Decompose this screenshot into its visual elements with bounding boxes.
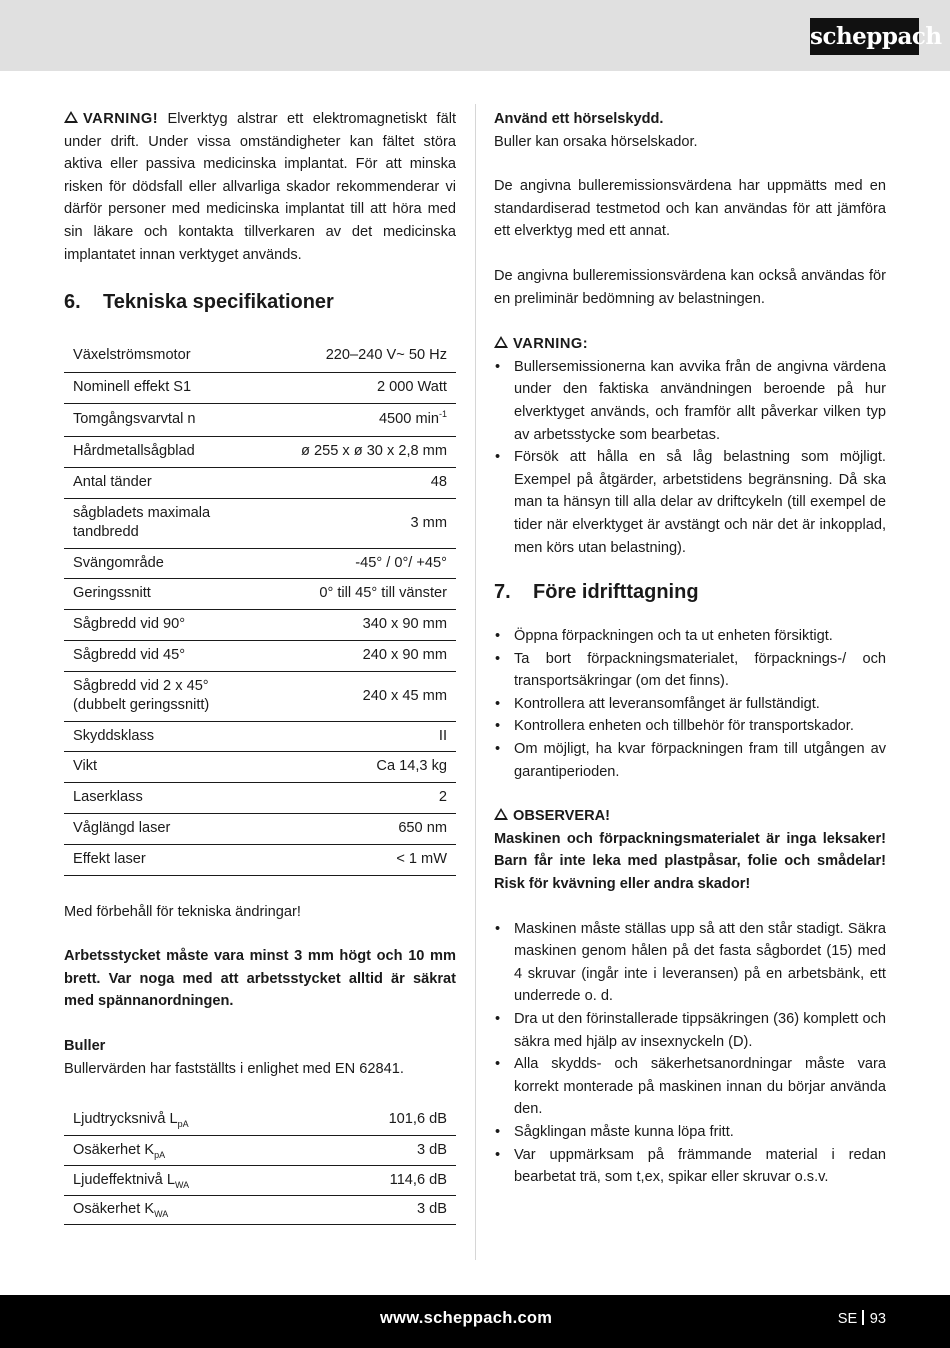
spec-table [64,340,456,876]
warning-triangle-icon [64,111,78,123]
spec-row [64,609,456,640]
noise-value: 3 dB [314,1195,456,1224]
noise-label-subscript: pA [177,1118,189,1129]
spec-value-text: 4500 min [378,411,439,428]
header-band [0,0,950,71]
right-column [494,108,886,1189]
spec-row [64,578,456,609]
spec-label: Skyddsklass [64,721,264,751]
brand-logo: scheppach [810,18,919,55]
page-indicator [838,1310,886,1327]
noise-table [64,1104,456,1225]
warning-triangle-icon [494,336,508,348]
noise-label-subscript: pA [154,1149,166,1160]
spec-row [64,844,456,875]
spec-label: Svängområde [64,548,264,578]
section-7-heading [494,579,886,605]
list-item: • Kontrollera att leveransomfånget är fullständigt. [494,693,886,716]
noise-value: 114,6 dB [314,1165,456,1195]
spec-row [64,436,456,467]
section-6-heading [64,289,456,315]
noise-row [64,1135,456,1165]
list-item: • Om möjligt, ha kvar förpackningen fram till utgången av garantiperioden. [494,738,886,783]
warning-triangle-icon [494,808,508,820]
spec-row [64,671,456,721]
spec-label: Våglängd laser [64,813,264,844]
spec-row [64,548,456,578]
emission-paragraph-1: De angivna bulleremissionsvärdena har uppmätts med en standardiserad testmetod och kan användas för att jämföra ett elverktyg med ett annat. [494,178,886,240]
spec-value: -45° / 0°/ +45° [264,548,456,578]
spec-value [264,403,456,436]
reserve-note: Med förbehåll för tekniska ändringar! [64,903,301,920]
spec-row [64,498,456,548]
warning2-label: VARNING: [513,336,589,353]
notice-label: OBSERVERA! [513,808,611,825]
list-item: • Ta bort förpackningsmaterialet, förpacknings-/ och transportsäkringar (om det finns). [494,648,886,693]
warning-text: Elverktyg alstrar ett elektromagnetiskt fält under drift. Under vissa omständigheter kan fältet störa aktiva eller passiva medicinska implantat. För att minska risken för dödsfall eller allvarliga skador rekommenderar vi därför personer med medicinska implantat till att höra med sin läkare och kontakta tillverkaren av det medicinska implantatet innan verktyget används. [64,111,457,263]
section-number: 6. [64,291,81,314]
spec-label: Laserklass [64,782,264,813]
spec-value: 2 000 Watt [264,372,456,403]
noise-label-subscript: WA [174,1179,190,1190]
list-item: • Bullersemissionerna kan avvika från de angivna värdena under den faktiska användningen beroende på hur elverktyget används, och framför allt påverkar vilken typ av arbetsstycke som bearbetas. [494,356,886,446]
section-title: Före idrifttagning [533,581,699,604]
emission-paragraph-2: De angivna bulleremissionsvärdena kan också användas för en preliminär bedömning av belastningen. [494,267,886,307]
spec-label: Antal tänder [64,467,264,498]
noise-label [64,1135,314,1165]
spec-value: 48 [264,467,456,498]
noise-value: 3 dB [314,1135,456,1165]
noise-row [64,1104,456,1135]
spec-row [64,640,456,671]
spec-label: Vikt [64,751,264,782]
list-item: • Alla skydds- och säkerhetsanordningar måste vara korrekt monterade på maskinen innan du börjar använda den. [494,1053,886,1121]
spec-value: 650 nm [264,813,456,844]
spec-row [64,372,456,403]
spec-row [64,721,456,751]
spec-row [64,782,456,813]
list-item: • Kontrollera enheten och tillbehör för transportskador. [494,715,886,738]
language-code: SE [837,1311,858,1327]
noise-label-text: Osäkerhet K [73,1201,155,1218]
noise-standard-text: Bullervärden har fastställts i enlighet med EN 62841. [64,1060,404,1077]
noise-row [64,1195,456,1224]
section-title: Tekniska specifikationer [103,291,334,314]
workpiece-note: Arbetsstycket måste vara minst 3 mm högt och 10 mm brett. Var noga med att arbetsstycket alltid är säkrat med spännanordningen. [64,948,456,1010]
page-number: 93 [869,1311,886,1327]
spec-value: ø 255 x ø 30 x 2,8 mm [264,436,456,467]
list-item: • Var uppmärksam på främmande material i redan bearbetat trä, som t,ex, spikar eller skruvar o.s.v. [494,1144,886,1189]
notice-heading [494,805,886,828]
noise-label [64,1195,314,1224]
spec-value: Ca 14,3 kg [264,751,456,782]
spec-label: Sågbredd vid 2 x 45° (dubbelt geringssnitt) [64,671,264,721]
spec-value: 0° till 45° till vänster [264,578,456,609]
spec-value: 240 x 90 mm [264,640,456,671]
list-item: • Försök att hålla en så låg belastning som möjligt. Exempel på åtgärder, arbetstidens begränsning. Då ska man ta hänsyn till alla delar av driftcykeln (till exempel de tider när elverktyget är avstängt och när det är inkopplad, men körs utan belastning). [494,446,886,559]
section-7-list [494,625,886,783]
spec-label: Effekt laser [64,844,264,875]
spec-row [64,467,456,498]
warning2-list [494,356,886,559]
noise-value: 101,6 dB [314,1104,456,1135]
page-separator [862,1310,864,1325]
noise-label-subscript: WA [154,1209,169,1220]
spec-value: 240 x 45 mm [264,671,456,721]
column-divider [475,104,476,1260]
left-column [64,108,456,1225]
spec-value: 220–240 V~ 50 Hz [264,340,456,372]
warning2-heading [494,333,886,356]
noise-label-text: Ljudeffektnivå L [73,1171,175,1188]
noise-label [64,1104,314,1135]
footer-bar [0,1295,950,1348]
spec-row [64,340,456,372]
list-item: • Öppna förpackningen och ta ut enheten försiktigt. [494,625,886,648]
list-item: • Maskinen måste ställas upp så att den står stadigt. Säkra maskinen genom hålen på det fasta sågbordet (15) med 4 skruvar (ingår inte i leveransen) på en arbetsbänk, ett underrede o. d. [494,918,886,1008]
spec-row [64,403,456,436]
hearing-heading: Använd ett hörselskydd. [494,111,664,127]
hearing-text: Buller kan orsaka hörselskador. [494,133,698,150]
spec-value: II [264,721,456,751]
setup-list [494,918,886,1189]
noise-label [64,1165,314,1195]
spec-label: Hårdmetallsågblad [64,436,264,467]
spec-value: < 1 mW [264,844,456,875]
noise-heading: Buller [64,1038,106,1055]
spec-value: 2 [264,782,456,813]
spec-value: 340 x 90 mm [264,609,456,640]
noise-label-text: Osäkerhet K [73,1141,155,1158]
spec-label: Sågbredd vid 90° [64,609,264,640]
section-number: 7. [494,581,511,604]
spec-label: Växelströmsmotor [64,340,264,372]
spec-label: sågbladets maximala tandbredd [64,498,264,548]
list-item: • Sågklingan måste kunna löpa fritt. [494,1121,886,1144]
spec-label: Tomgångsvarvtal n [64,403,264,436]
spec-row [64,813,456,844]
spec-row [64,751,456,782]
noise-row [64,1165,456,1195]
list-item: • Dra ut den förinstallerade tippsäkringen (36) komplett och säkra med hjälp av insexnyckeln (D). [494,1008,886,1053]
spec-label: Nominell effekt S1 [64,372,264,403]
noise-label-text: Ljudtrycksnivå L [73,1110,178,1127]
spec-label: Geringssnitt [64,578,264,609]
spec-label: Sågbredd vid 45° [64,640,264,671]
footer-url: www.scheppach.com [380,1309,553,1327]
notice-text: Maskinen och förpackningsmaterialet är inga leksaker! Barn får inte leka med plastpåsar, folie och smådelar! Risk för kvävning eller andra skador! [494,830,886,893]
spec-value: 3 mm [264,498,456,548]
em-warning-paragraph [64,108,456,266]
spec-value-exponent: -1 [438,409,447,420]
warning-label: VARNING! [83,111,159,127]
